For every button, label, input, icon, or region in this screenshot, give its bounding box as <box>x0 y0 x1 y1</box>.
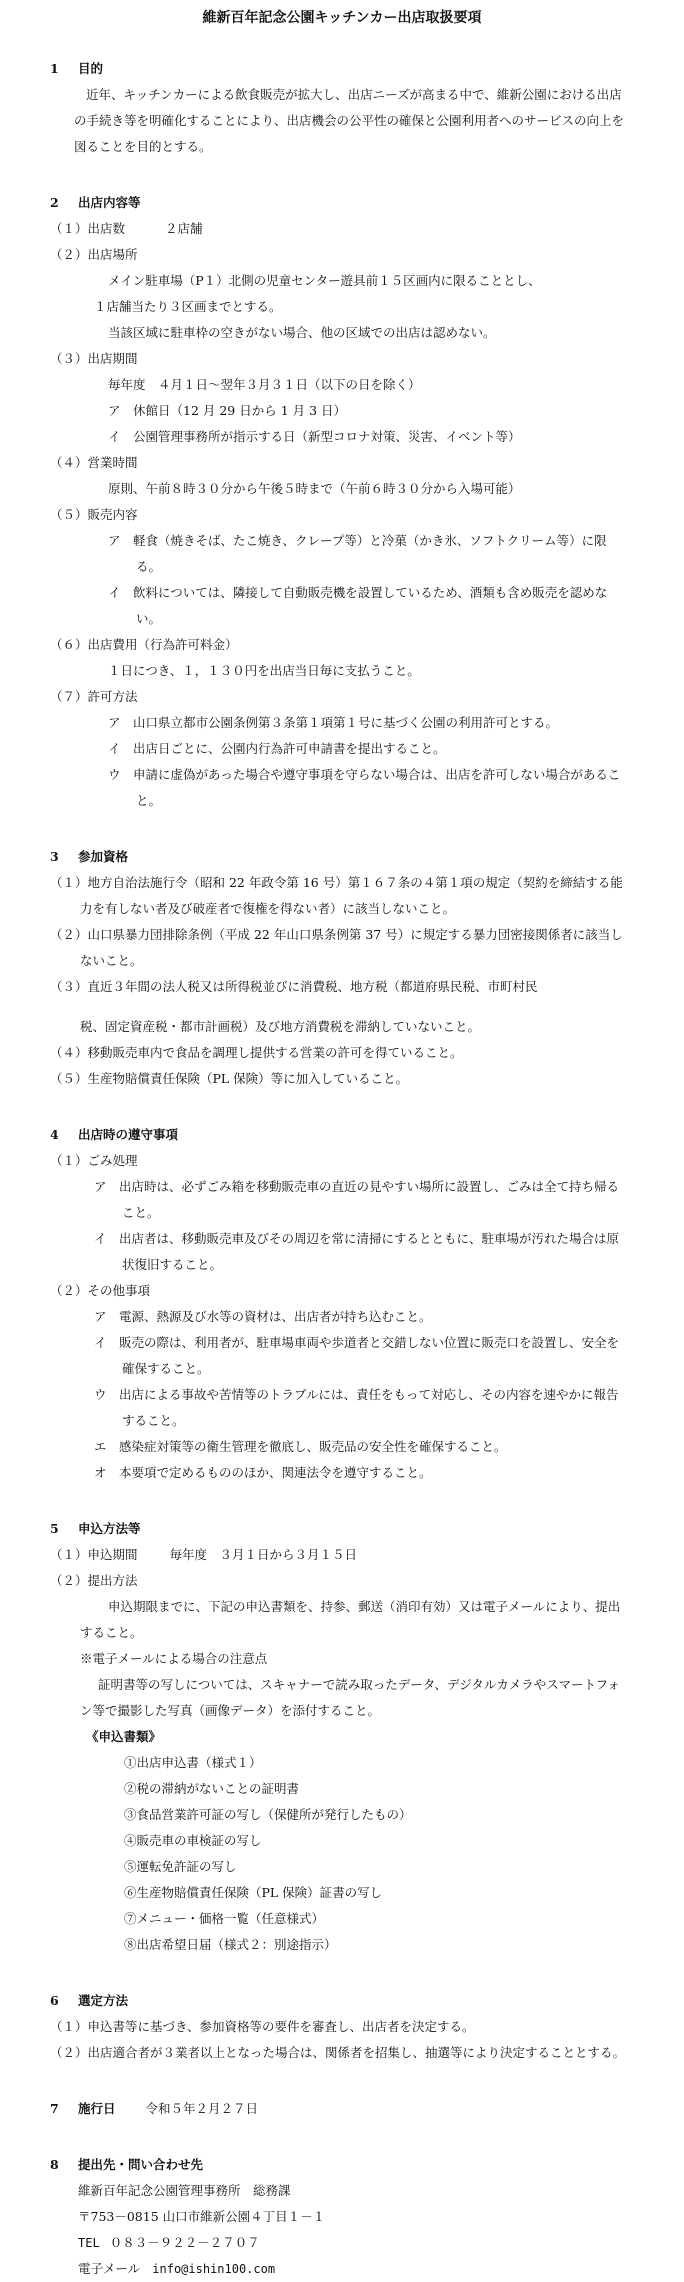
section-heading: 3 参加資格 <box>50 849 129 864</box>
period-exception: イ 公園管理事務所が指示する日（新型コロナ対策、災害、イベント等） <box>108 429 521 444</box>
submit-method-text: 申込期限までに、下記の申込書類を、持参、郵送（消印有効）又は電子メールにより、提出すること。 <box>80 1599 621 1640</box>
contact-office: 維新百年記念公園管理事務所 総務課 <box>78 2183 291 2198</box>
item-store-count: （１）出店数 ２店舗 <box>50 221 203 236</box>
item-location-label: （２）出店場所 <box>50 247 138 262</box>
submit-method-label: （２）提出方法 <box>50 1573 138 1588</box>
section-rules <box>50 1122 630 1486</box>
rule-item: ア 電源、熱源及び水等の資材は、出店者が持ち込むこと。 <box>94 1309 432 1324</box>
contact-email: 電子メール info@ishin100.com <box>78 2261 276 2276</box>
effective-date: 令和５年２月２７日 <box>145 2101 259 2116</box>
period-line: 毎年度 ４月１日～翌年３月３１日（以下の日を除く） <box>108 377 421 392</box>
selection-item: （２）出店適合者が３業者以上となった場合は、関係者を招集し、抽選等により決定することとする。 <box>50 2045 626 2060</box>
contact-address: 〒753－0815 山口市維新公園４丁目１－１ <box>78 2209 326 2224</box>
eligibility-item: （２）山口県暴力団排除条例（平成 22 年山口県条例第 37 号）に規定する暴力団密接関係者に該当しないこと。 <box>50 927 623 968</box>
section-purpose <box>50 56 630 160</box>
sales-item: ア 軽食（焼きそば、たこ焼き、クレープ等）と冷菓（かき氷、ソフトクリーム等）に限る。 <box>108 533 607 574</box>
section-effective-date <box>50 2096 630 2122</box>
fee-line: １日につき、１，１３０円を出店当日毎に支払うこと。 <box>108 663 420 678</box>
rule-item: オ 本要項で定めるもののほか、関連法令を遵守すること。 <box>94 1465 432 1480</box>
section-eligibility <box>50 844 630 1092</box>
period-exception: ア 休館日（12 月 29 日から 1 月 3 日） <box>108 403 347 418</box>
document-item: ⑥生産物賠償責任保険（PL 保険）証書の写し <box>124 1885 383 1900</box>
document-item: ①出店申込書（様式１） <box>124 1755 262 1770</box>
document-item: ⑦メニュー・価格一覧（任意様式） <box>124 1911 325 1926</box>
section-heading: 6 選定方法 <box>50 1993 129 2008</box>
contact-tel: TEL ０８３－９２２－２７０７ <box>78 2235 260 2250</box>
location-line: 当該区域に駐車枠の空きがない場合、他の区域での出店は認めない。 <box>108 325 496 340</box>
documents-heading: 《申込書類》 <box>86 1729 162 1744</box>
section-heading: 8 提出先・問い合わせ先 <box>50 2157 204 2172</box>
section-application <box>50 1516 630 1958</box>
section-heading: 4 出店時の遵守事項 <box>50 1127 179 1142</box>
eligibility-item: （１）地方自治法施行令（昭和 22 年政令第 16 号）第１６７条の４第１項の規定（契約を締結する能力を有しない者及び破産者で復権を得ない者）に該当しないこと。 <box>50 875 623 916</box>
item-fee-label: （６）出店費用（行為許可料金） <box>50 637 238 652</box>
document-item: ⑤運転免許証の写し <box>124 1859 237 1874</box>
permit-item: ア 山口県立都市公園条例第３条第１項第１号に基づく公園の利用許可とする。 <box>108 715 559 730</box>
section-selection <box>50 1988 630 2066</box>
document-item: ④販売車の車検証の写し <box>124 1833 262 1848</box>
eligibility-item: （３）直近３年間の法人税又は所得税並びに消費税、地方税（都道府県民税、市町村民 <box>50 979 538 994</box>
section-heading: 5 申込方法等 <box>50 1521 141 1536</box>
document-item: ②税の滞納がないことの証明書 <box>124 1781 300 1796</box>
section-heading: 7 施行日 令和５年２月２７日 <box>50 2101 259 2116</box>
location-line: １店舗当たり３区画までとする。 <box>94 299 282 314</box>
rule-other-label: （２）その他事項 <box>50 1283 151 1298</box>
section-contents <box>50 190 630 814</box>
purpose-text: 近年、キッチンカーによる飲食販売が拡大し、出店ニーズが高まる中で、維新公園における出店の手続き等を明確化することにより、出店機会の公平性の確保と公園利用者へのサービスの向上を図ることを目的とする。 <box>74 87 625 154</box>
item-hours-label: （４）営業時間 <box>50 455 138 470</box>
email-note-heading: ※電子メールによる場合の注意点 <box>80 1651 268 1666</box>
section-heading: 1 目的 <box>50 61 104 76</box>
eligibility-item-cont: 税、固定資産税・都市計画税）及び地方消費税を滞納していないこと。 <box>80 1019 481 1034</box>
section-contact <box>50 2152 630 2282</box>
rule-item: ア 出店時は、必ずごみ箱を移動販売車の直近の見やすい場所に設置し、ごみは全て持ち帰ること。 <box>94 1179 620 1220</box>
permit-item: ウ 申請に虚偽があった場合や遵守事項を守らない場合は、出店を許可しない場合があること。 <box>108 767 621 808</box>
item-period-label: （３）出店期間 <box>50 351 138 366</box>
sales-item: イ 飲料については、隣接して自動販売機を設置しているため、酒類も含め販売を認めない。 <box>108 585 608 626</box>
location-line: メイン駐車場（P１）北側の児童センター遊具前１５区画内に限ることとし、 <box>108 273 541 288</box>
document-item: ③食品営業許可証の写し（保健所が発行したもの） <box>124 1807 412 1822</box>
document-title: 維新百年記念公園キッチンカー出店取扱要項 <box>202 10 482 26</box>
eligibility-item: （５）生産物賠償責任保険（PL 保険）等に加入していること。 <box>50 1071 409 1086</box>
document-item: ⑧出店希望日届（様式２：別途指示） <box>124 1937 337 1952</box>
rule-item: イ 出店者は、移動販売車及びその周辺を常に清掃にするとともに、駐車場が汚れた場合は原状復旧すること。 <box>94 1231 620 1272</box>
rule-item: エ 感染症対策等の衛生管理を徹底し、販売品の安全性を確保すること。 <box>94 1439 507 1454</box>
eligibility-item: （４）移動販売車内で食品を調理し提供する営業の許可を得ていること。 <box>50 1045 463 1060</box>
document-body <box>50 56 630 2282</box>
application-period: （１）申込期間 毎年度 ３月１日から３月１５日 <box>50 1547 358 1562</box>
rule-garbage-label: （１）ごみ処理 <box>50 1153 138 1168</box>
email-link[interactable]: info@ishin100.com <box>152 2262 276 2276</box>
item-permit-label: （７）許可方法 <box>50 689 138 704</box>
rule-item: ウ 出店による事故や苦情等のトラブルには、責任をもって対応し、その内容を速やかに報告すること。 <box>94 1387 619 1428</box>
rule-item: イ 販売の際は、利用者が、駐車場車両や歩道者と交錯しない位置に販売口を設置し、安全を確保すること。 <box>94 1335 620 1376</box>
email-note-text: 証明書等の写しについては、スキャナーで読み取ったデータ、デジタルカメラやスマートフォン等で撮影した写真（画像データ）を添付すること。 <box>80 1677 621 1718</box>
item-sales-label: （５）販売内容 <box>50 507 138 522</box>
section-heading: 2 出店内容等 <box>50 195 141 210</box>
selection-item: （１）申込書等に基づき、参加資格等の要件を審査し、出店者を決定する。 <box>50 2019 475 2034</box>
permit-item: イ 出店日ごとに、公園内行為許可申請書を提出すること。 <box>108 741 446 756</box>
hours-line: 原則、午前８時３０分から午後５時まで（午前６時３０分から入場可能） <box>108 481 521 496</box>
